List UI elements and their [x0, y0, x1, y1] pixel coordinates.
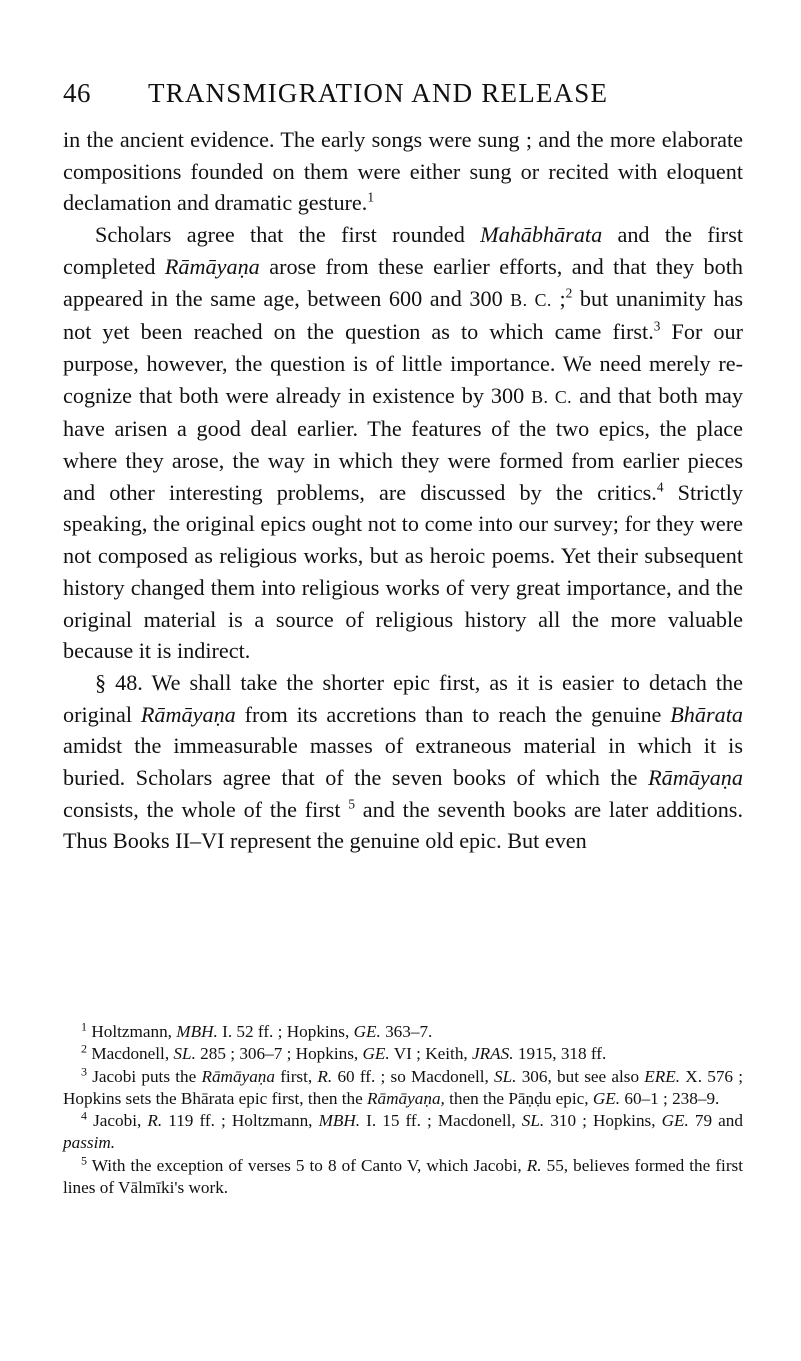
text: VI ; Keith, [389, 1044, 473, 1064]
text: Jacobi, [87, 1111, 148, 1131]
footnote-ref-3[interactable]: 3 [653, 318, 661, 334]
text: but unanimity has not yet been reached on the question as to which came first. [63, 285, 743, 345]
abbrev: GE. [362, 1044, 390, 1064]
era-abbrev: B. C. [510, 289, 552, 310]
text: in the ancient evidence. The early songs were sung ; and the more elaborate compositions founded on them were either sung or recited with eloquent declamation and dramatic gesture. [63, 127, 743, 216]
abbrev: GE. [353, 1022, 381, 1041]
abbrev: SL. [521, 1111, 545, 1131]
footnote-3 [63, 1063, 744, 1111]
abbrev: GE. [592, 1088, 621, 1108]
footnote-2 [63, 1043, 743, 1065]
paragraph-2 [63, 219, 743, 667]
text: Scholars agree that the first rounded [95, 222, 481, 248]
footnote-ref-1[interactable]: 1 [367, 190, 374, 206]
text: first, [274, 1066, 318, 1086]
text: consists, the whole of the first [63, 796, 349, 822]
title-bharata: Bhārata [670, 701, 743, 727]
text: Strictly speaking, the original epics ought not to come into our survey; for they were not composed as religious works, but as heroic poems. Yet their subsequent history changed them into religious works of very great importance, and the original material is a source of religious history all the more valuable because it is indirect. [63, 479, 744, 664]
text: 1915, 318 ff. [513, 1044, 607, 1064]
text: Holtzmann, [87, 1022, 177, 1041]
abbrev: R. [147, 1111, 163, 1131]
abbrev: MBH. [176, 1022, 218, 1041]
abbrev: passim. [63, 1133, 116, 1153]
paragraph-3 [63, 667, 743, 857]
title-ramayana: Rāmāyaṇa [140, 701, 236, 727]
footnote-mark: 5 [81, 1153, 88, 1168]
abbrev: MBH. [318, 1111, 361, 1131]
text: and that both may have arisen a good deal earlier. The features of the two epics, the place where they arose, the way in which they were formed from earlier pieces and other interesting problems, are discussed by the critics. [63, 382, 743, 505]
footnote-ref-5[interactable]: 5 [348, 796, 355, 812]
footnote-ref-2[interactable]: 2 [565, 285, 573, 301]
text: 60–1 ; 238–9. [620, 1088, 720, 1108]
text: 363–7. [380, 1022, 433, 1041]
abbrev: GE. [661, 1111, 689, 1131]
page-number: 46 [63, 78, 91, 108]
footnote-mark: 4 [81, 1108, 88, 1123]
main-text [63, 124, 743, 857]
text: 79 and [688, 1111, 743, 1131]
text: X. 576 ; Hopkins sets the Bhārata epic first, then the [63, 1066, 744, 1108]
footnote-ref-4[interactable]: 4 [656, 479, 664, 495]
footnote-1 [63, 1021, 743, 1043]
text: Jacobi puts the [87, 1066, 202, 1086]
running-title: TRANSMIGRATION AND RELEASE [148, 78, 609, 108]
footnote-4 [63, 1110, 743, 1155]
paragraph-1 [63, 124, 743, 219]
title-mahabharata: Mahābhārata [480, 222, 603, 248]
abbrev: R. [317, 1066, 333, 1086]
text: arose from these earlier efforts, and that they both appeared in the same age, between 600 and 300 [63, 253, 744, 311]
text: With the exception of verses 5 to 8 of Canto V, which Jacobi, [87, 1155, 527, 1175]
text: 285 ; 306–7 ; Hopkins, [195, 1044, 363, 1064]
footnote-mark: 2 [81, 1041, 88, 1056]
text: 60 ff. ; so Macdonell, [332, 1066, 495, 1086]
abbrev: ERE. [644, 1066, 681, 1086]
abbrev: JRAS. [472, 1044, 514, 1064]
abbrev: Rāmāyaṇa [201, 1066, 275, 1086]
text: 55, believes formed the first lines of Vālmīki's work. [63, 1155, 744, 1198]
text: 119 ff. ; Holtzmann, [162, 1111, 319, 1131]
title-ramayana: Rāmāyaṇa [164, 253, 260, 279]
text: ; [551, 285, 566, 311]
abbrev: Rāmāyaṇa, [367, 1088, 445, 1108]
abbrev: R. [526, 1155, 542, 1175]
text: Macdonell, [87, 1044, 174, 1064]
era-abbrev: B. C. [531, 386, 573, 407]
text: and the first completed [63, 222, 743, 279]
text: § 48. We shall take the shorter epic first, as it is easier to detach the original [63, 669, 743, 727]
text: 306, but see also [516, 1066, 645, 1086]
text: For our purpose, however, the question is of little importance. We need merely re-cognize that both were already in existence by 300 [63, 319, 744, 408]
title-ramayana: Rāmāyaṇa [648, 765, 743, 791]
abbrev: SL. [173, 1044, 196, 1064]
footnote-mark: 3 [81, 1063, 88, 1078]
footnote-mark: 1 [81, 1019, 88, 1034]
footnote-5 [63, 1155, 743, 1200]
text: and the seventh books are later additions. Thus Books II–VI represent the genuine old epic. But even [63, 796, 743, 854]
abbrev: SL. [494, 1066, 517, 1086]
text: from its accretions than to reach the genuine [235, 701, 671, 727]
text: I. 52 ff. ; Hopkins, [217, 1022, 354, 1041]
footnotes [63, 1021, 743, 1199]
text: then the Pāṇḍu epic, [444, 1088, 593, 1108]
text: 310 ; Hopkins, [544, 1111, 662, 1131]
text: amidst the immeasurable masses of extraneous material in which it is buried. Scholars agree that of the seven books of which the [63, 733, 743, 791]
text: I. 15 ff. ; Macdonell, [360, 1111, 522, 1131]
